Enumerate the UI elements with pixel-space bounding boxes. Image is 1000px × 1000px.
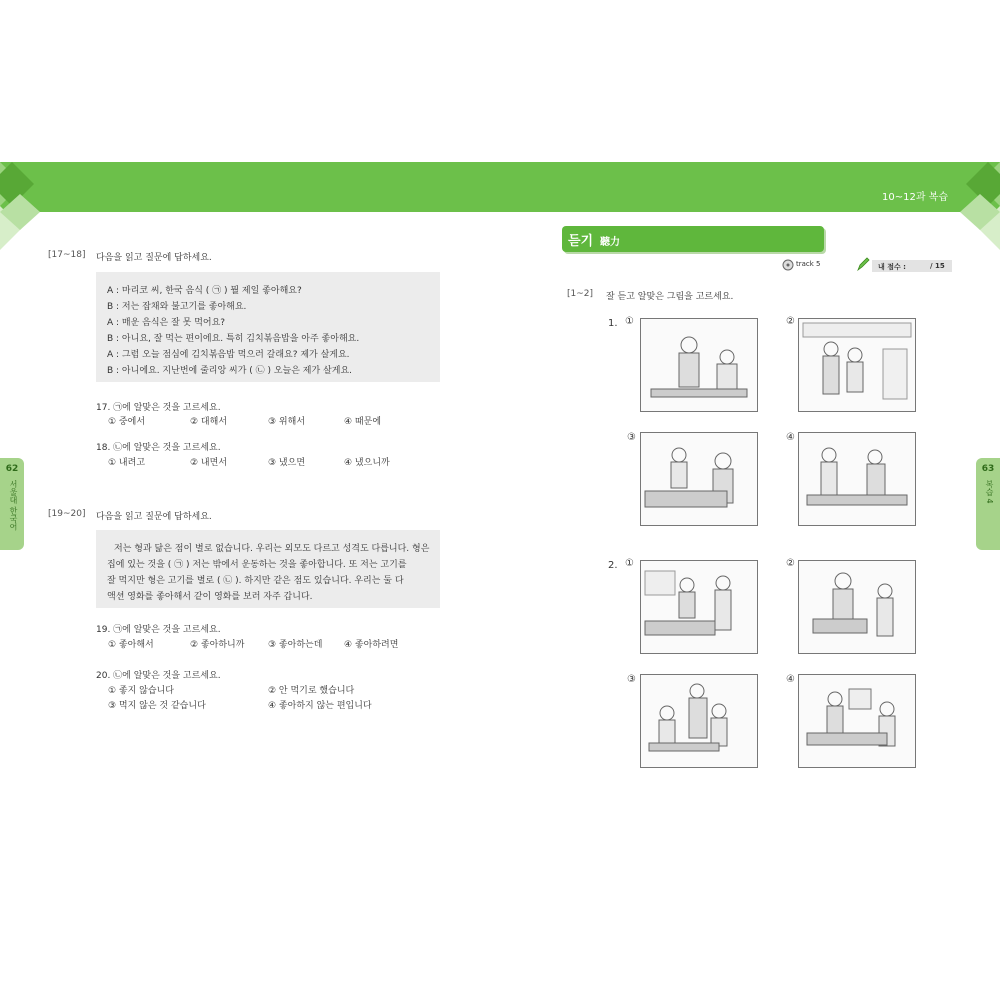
- q20-option-1[interactable]: ① 좋지 않습니다: [108, 686, 174, 696]
- listening-question-1: 1.: [608, 318, 618, 329]
- q18-option-2[interactable]: ② 내면서: [190, 458, 228, 468]
- track-label: track 5: [796, 260, 821, 268]
- header-title: 10~12과 복습: [882, 192, 948, 203]
- header-band: [0, 162, 1000, 212]
- q2-choice-2-label: ②: [786, 558, 795, 569]
- q2-choice-3-label: ③: [627, 674, 636, 685]
- q1-picture-2[interactable]: [798, 318, 916, 412]
- q18-option-1[interactable]: ① 내려고: [108, 458, 146, 468]
- q20-option-4[interactable]: ④ 좋아하지 않는 편입니다: [268, 701, 372, 711]
- question-20: 20. ㉡에 알맞은 것을 고르세요.: [96, 671, 221, 681]
- diamond-pattern-right: [950, 150, 1000, 260]
- section-range-1-2: [1~2]: [567, 289, 594, 299]
- page-tab-left: [0, 458, 24, 550]
- illustration-cafe-group: [641, 675, 757, 767]
- page-number-right: 63: [981, 464, 995, 474]
- dialogue-box: [96, 272, 440, 382]
- illustration-store-counter: [799, 561, 915, 653]
- q2-picture-4[interactable]: [798, 674, 916, 768]
- page-side-label-left: 서울대 한국어: [9, 480, 18, 531]
- passage-line: 액션 영화를 좋아해서 같이 영화를 보러 자주 갑니다.: [107, 592, 313, 602]
- q17-option-2[interactable]: ② 대해서: [190, 417, 228, 427]
- score-total: / 15: [930, 262, 945, 270]
- q1-picture-3[interactable]: [640, 432, 758, 526]
- q19-option-3[interactable]: ③ 좋아하는데: [268, 640, 323, 650]
- passage-line: 집에 있는 것을 ( ㉠ ) 저는 밖에서 운동하는 것을 좋아합니다. 또 저는 고기를: [107, 560, 407, 570]
- dialogue-line: B : 저는 잡채와 불고기를 좋아해요.: [107, 302, 247, 312]
- question-19: 19. ㉠에 알맞은 것을 고르세요.: [96, 625, 221, 635]
- q1-picture-4[interactable]: [798, 432, 916, 526]
- question-17: 17. ㉠에 알맞은 것을 고르세요.: [96, 403, 221, 413]
- section-instruction-17-18: 다음을 읽고 질문에 답하세요.: [96, 253, 212, 263]
- q1-choice-4-label: ④: [786, 432, 795, 443]
- q19-option-2[interactable]: ② 좋아하니까: [190, 640, 245, 650]
- page-side-label-right: 복습 4: [985, 480, 994, 504]
- passage-box: [96, 530, 440, 608]
- score-label: 내 점수 :: [878, 263, 906, 271]
- dialogue-line: B : 아니요, 잘 먹는 편이에요. 특히 김치볶음밥을 아주 좋아해요.: [107, 334, 360, 344]
- q2-choice-4-label: ④: [786, 674, 795, 685]
- q17-option-3[interactable]: ③ 위해서: [268, 417, 306, 427]
- dialogue-line: B : 아니에요. 지난번에 줄리앙 씨가 ( ㉡ ) 오늘은 제가 살게요.: [107, 366, 352, 376]
- q17-option-1[interactable]: ① 중에서: [108, 417, 146, 427]
- illustration-office-pair: [799, 319, 915, 411]
- q18-option-4[interactable]: ④ 냈으니까: [344, 458, 390, 468]
- q1-picture-1[interactable]: [640, 318, 758, 412]
- listening-subtitle: 聽力: [600, 237, 620, 248]
- illustration-kitchen-couple: [641, 319, 757, 411]
- question-18: 18. ㉡에 알맞은 것을 고르세요.: [96, 443, 221, 453]
- pencil-icon: [856, 256, 870, 272]
- dialogue-line: A : 그럼 오늘 점심에 김치볶음밥 먹으러 갈래요? 제가 살게요.: [107, 350, 350, 360]
- q1-choice-1-label: ①: [625, 316, 634, 327]
- section-range-17-18: [17~18]: [48, 250, 86, 260]
- q2-picture-3[interactable]: [640, 674, 758, 768]
- q2-picture-2[interactable]: [798, 560, 916, 654]
- q18-option-3[interactable]: ③ 냈으면: [268, 458, 306, 468]
- diamond-pattern-left: [0, 150, 50, 260]
- page-tab-right: [976, 458, 1000, 550]
- section-range-19-20: [19~20]: [48, 509, 86, 519]
- audio-disc-icon[interactable]: [782, 258, 794, 272]
- illustration-table-pair: [799, 433, 915, 525]
- illustration-counter-service: [641, 433, 757, 525]
- listening-title-bar: [562, 226, 824, 252]
- q20-option-3[interactable]: ③ 먹지 않은 것 같습니다: [108, 701, 206, 711]
- passage-line: 잘 먹지만 형은 고기를 별로 ( ㉡ ). 하지만 같은 점도 있습니다. 우리는 둘 다: [107, 576, 404, 586]
- q1-choice-3-label: ③: [627, 432, 636, 443]
- dialogue-line: A : 마리코 씨, 한국 음식 ( ㉠ ) 뭘 제일 좋아해요?: [107, 286, 302, 296]
- q2-choice-1-label: ①: [625, 558, 634, 569]
- dialogue-line: A : 매운 음식은 잘 못 먹어요?: [107, 318, 226, 328]
- illustration-reception-desk: [641, 561, 757, 653]
- listening-question-2: 2.: [608, 560, 618, 571]
- q19-option-1[interactable]: ① 좋아해서: [108, 640, 154, 650]
- q17-option-4[interactable]: ④ 때문에: [344, 417, 382, 427]
- section-instruction-1-2: 잘 듣고 알맞은 그림을 고르세요.: [606, 292, 734, 302]
- passage-line: 저는 형과 닮은 점이 별로 없습니다. 우리는 외모도 다르고 성격도 다릅니다. 형은: [114, 544, 430, 554]
- page-number-left: 62: [5, 464, 19, 474]
- q1-choice-2-label: ②: [786, 316, 795, 327]
- listening-title: 듣기: [568, 234, 594, 249]
- q20-option-2[interactable]: ② 안 먹기로 했습니다: [268, 686, 355, 696]
- illustration-desk-consultation: [799, 675, 915, 767]
- q2-picture-1[interactable]: [640, 560, 758, 654]
- score-box: [872, 260, 952, 272]
- section-instruction-19-20: 다음을 읽고 질문에 답하세요.: [96, 512, 212, 522]
- q19-option-4[interactable]: ④ 좋아하려면: [344, 640, 399, 650]
